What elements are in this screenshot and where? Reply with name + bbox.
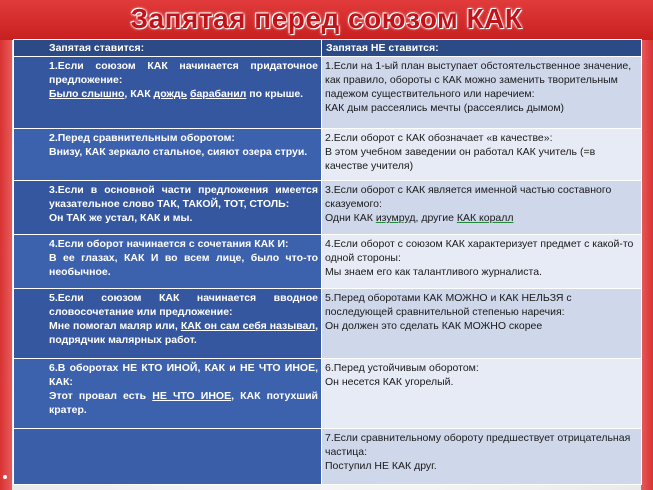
rule-text: 2.Если оборот с КАК обозначает «в качестве»: (325, 132, 553, 144)
rule-cell-left-1 (14, 57, 322, 129)
rule-cell-right-3 (322, 181, 642, 235)
rule-cell-right-7 (322, 429, 642, 485)
rule-cell-left-2 (14, 129, 322, 181)
rule-text: 1.Если союзом КАК начинается придаточное предложение: (49, 60, 318, 86)
header-comma-not-placed: Запятая НЕ ставится: (322, 40, 642, 57)
header-comma-placed: Запятая ставится: (14, 40, 322, 57)
rule-cell-left-7-empty (14, 429, 322, 485)
right-frame-band (641, 40, 653, 490)
example-text: , КАК (124, 88, 154, 100)
rule-cell-left-4 (14, 235, 322, 289)
rule-example (49, 319, 318, 347)
rule-cell-left-6 (14, 359, 322, 429)
rule-text: 4.Если оборот начинается с сочетания КАК И: (49, 238, 289, 250)
rule-example: Он должен это сделать КАК МОЖНО скорее (325, 320, 543, 332)
rule-example: Он ТАК же устал, КАК и мы. (49, 212, 193, 224)
rule-text: 5.Перед оборотами КАК МОЖНО и КАК НЕЛЬЗЯ с последующей сравнительной степенью наречия: (325, 292, 572, 318)
rule-example: В этом учебном заведении он работал КАК учитель (=в качестве учителя) (325, 146, 596, 172)
example-underlined: КАК он сам себя называл (180, 320, 316, 332)
rule-cell-right-4 (322, 235, 642, 289)
rule-example: В ее глазах, КАК И во всем лице, было что-то необычное. (49, 252, 318, 278)
rule-text: 5.Если союзом КАК начинается вводное словосочетание или предложение: (49, 292, 318, 318)
rule-cell-right-6 (322, 359, 642, 429)
rule-cell-right-2 (322, 129, 642, 181)
rule-cell-right-1 (322, 57, 642, 129)
table-row (14, 57, 642, 129)
table-row (14, 429, 642, 485)
rule-cell-right-5 (322, 289, 642, 359)
example-text: Одни КАК (325, 212, 376, 224)
rule-cell-left-5 (14, 289, 322, 359)
rule-example (325, 211, 638, 225)
table-header-row (14, 40, 642, 57)
rule-example: Поступил НЕ КАК друг. (325, 460, 437, 472)
rule-text: 3.Если в основной части предложения имеется указательное слово ТАК, ТАКОЙ, ТОТ, СТОЛЬ: (49, 184, 318, 210)
rule-text: 6.В оборотах НЕ КТО ИНОЙ, КАК и НЕ ЧТО ИНОЕ, КАК: (49, 362, 318, 388)
example-text: , подрядчик малярных работ. (49, 320, 318, 346)
rule-example: Он несется КАК угорелый. (325, 376, 454, 388)
rule-example (49, 87, 318, 101)
table-row (14, 289, 642, 359)
example-underlined: барабанил (189, 88, 247, 100)
example-text: Этот провал есть (49, 390, 153, 402)
table-row (14, 129, 642, 181)
table-row (14, 235, 642, 289)
rule-text: 6.Перед устойчивым оборотом: (325, 362, 479, 374)
slide-title: Запятая перед союзом КАК (130, 3, 523, 34)
rule-text: 7.Если сравнительному обороту предшествует отрицательная частица: (325, 432, 631, 458)
table-row (14, 359, 642, 429)
example-underlined: Было слышно (49, 88, 125, 100)
table-row (14, 181, 642, 235)
rule-example: Мы знаем его как талантливого журналиста. (325, 266, 542, 278)
slide-marker-dot (3, 475, 7, 479)
example-underlined: дождь (153, 88, 188, 100)
rule-text: 1.Если на 1-ый план выступает обстоятельственное значение, как правило, обороты с КАК можно заменить творительным падежом существительного или наречием: (325, 60, 632, 100)
rule-example: Внизу, КАК зеркало стальное, сияют озера струи. (49, 146, 308, 158)
example-text: , КАК потухший кратер. (49, 390, 319, 416)
rule-text: 3.Если оборот с КАК является именной частью составного сказуемого: (325, 184, 612, 210)
example-underlined: НЕ ЧТО ИНОЕ (152, 390, 232, 402)
example-underlined: изумруд (375, 212, 416, 224)
rules-table (13, 39, 642, 485)
example-text: , другие (415, 212, 457, 224)
example-text: Мне помогал маляр или, (49, 320, 181, 332)
rule-text: 2.Перед сравнительным оборотом: (49, 132, 235, 144)
rule-cell-left-3 (14, 181, 322, 235)
rule-text: 4.Если оборот с союзом КАК характеризует предмет с какой-то одной стороны: (325, 238, 634, 264)
rule-example: КАК дым рассеялись мечты (рассеялись дымом) (325, 102, 565, 114)
left-frame-band (0, 40, 12, 490)
example-text: по крыше. (246, 88, 304, 100)
rule-example (49, 389, 318, 417)
example-underlined: КАК коралл (456, 212, 514, 224)
